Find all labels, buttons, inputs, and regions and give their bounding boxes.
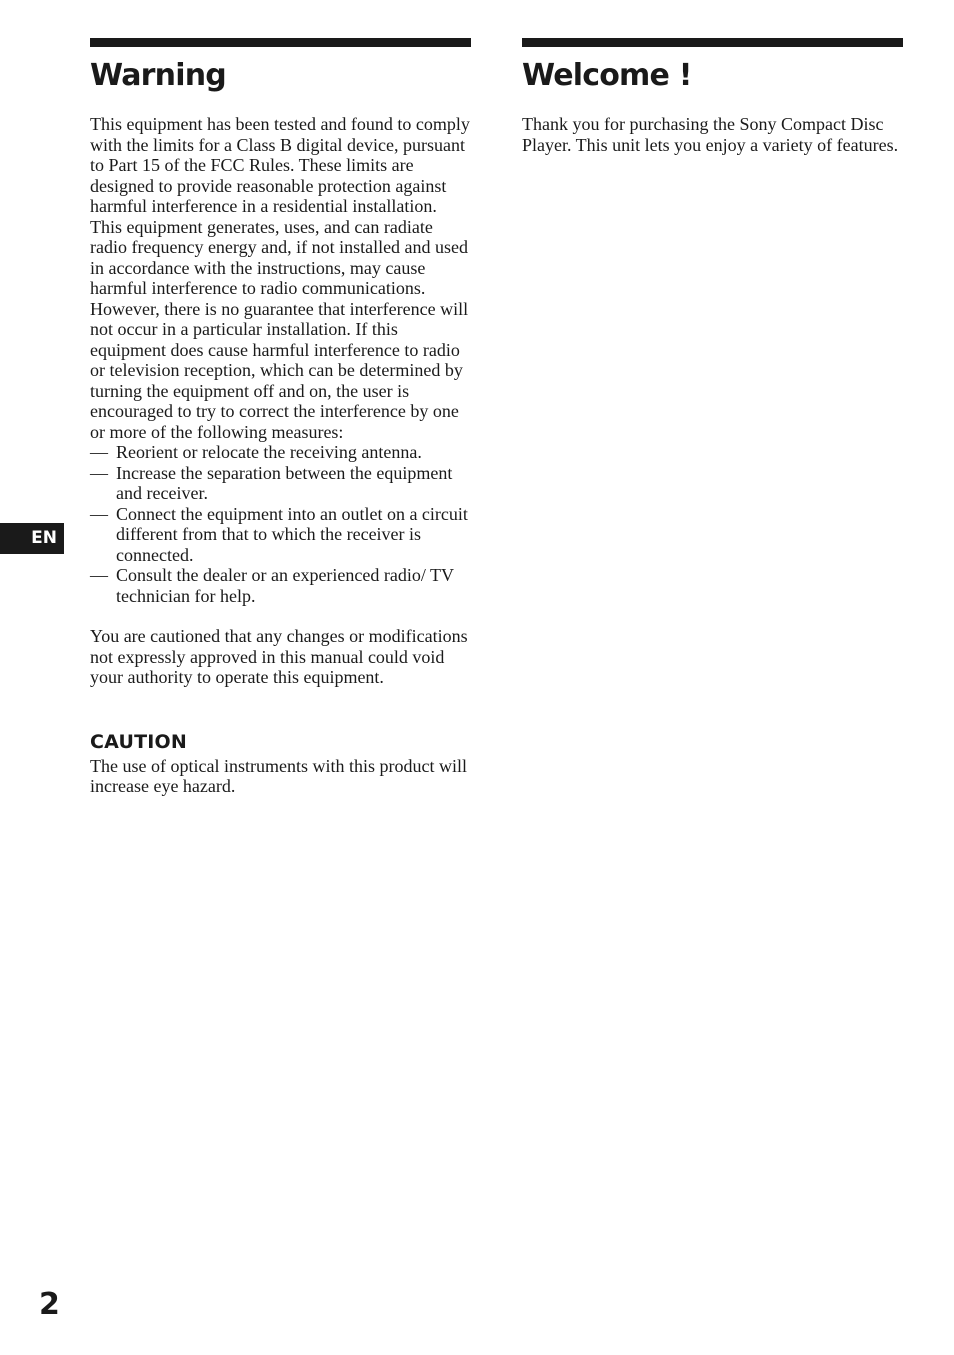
welcome-section bbox=[522, 38, 903, 155]
warning-intro: This equipment has been tested and found to comply with the limits for a Class B digital device, pursuant to Part 15 of the FCC Rules. These limits are designed to provide reasonable protection against harmful interference in a residential installation. This equipment generates, uses, and can radiate radio frequency energy and, if not installed and used in accordance with the instructions, may cause harmful interference to radio communications. However, there is no guarantee that interference will not occur in a particular installation. If this equipment does cause harmful interference to radio or television reception, which can be determined by turning the equipment off and on, the user is encouraged to try to correct the interference by one or more of the following measures: bbox=[90, 114, 470, 442]
welcome-text: Thank you for purchasing the Sony Compact Disc Player. This unit lets you enjoy a variety of features. bbox=[522, 114, 899, 155]
welcome-title: Welcome ! bbox=[522, 58, 692, 93]
warning-title: Warning bbox=[90, 58, 226, 93]
section-rule bbox=[522, 38, 903, 47]
dash-bullet: — bbox=[90, 442, 108, 462]
measure-text: Increase the separation between the equipment and receiver. bbox=[116, 462, 453, 503]
list-item bbox=[90, 504, 471, 566]
list-item bbox=[90, 463, 471, 504]
caution-text: The use of optical instruments with this product will increase eye hazard. bbox=[90, 755, 467, 796]
language-tab: EN bbox=[0, 523, 64, 554]
dash-bullet: — bbox=[90, 565, 108, 585]
dash-bullet: — bbox=[90, 462, 108, 483]
dash-bullet: — bbox=[90, 503, 108, 524]
list-item bbox=[90, 565, 471, 606]
list-item bbox=[90, 442, 471, 463]
page-number: 2 bbox=[39, 1287, 60, 1322]
measure-text: Reorient or relocate the receiving antenna. bbox=[116, 442, 422, 462]
section-rule bbox=[90, 38, 471, 47]
measures-list bbox=[90, 442, 471, 606]
warning-section bbox=[90, 38, 471, 797]
measure-text: Consult the dealer or an experienced radio/ TV technician for help. bbox=[116, 565, 454, 606]
modification-warning: You are cautioned that any changes or modifications not expressly approved in this manual could void your authority to operate this equipment. bbox=[90, 626, 468, 687]
measure-text: Connect the equipment into an outlet on a circuit different from that to which the receiver is connected. bbox=[116, 503, 468, 565]
caution-heading: CAUTION bbox=[90, 730, 187, 753]
